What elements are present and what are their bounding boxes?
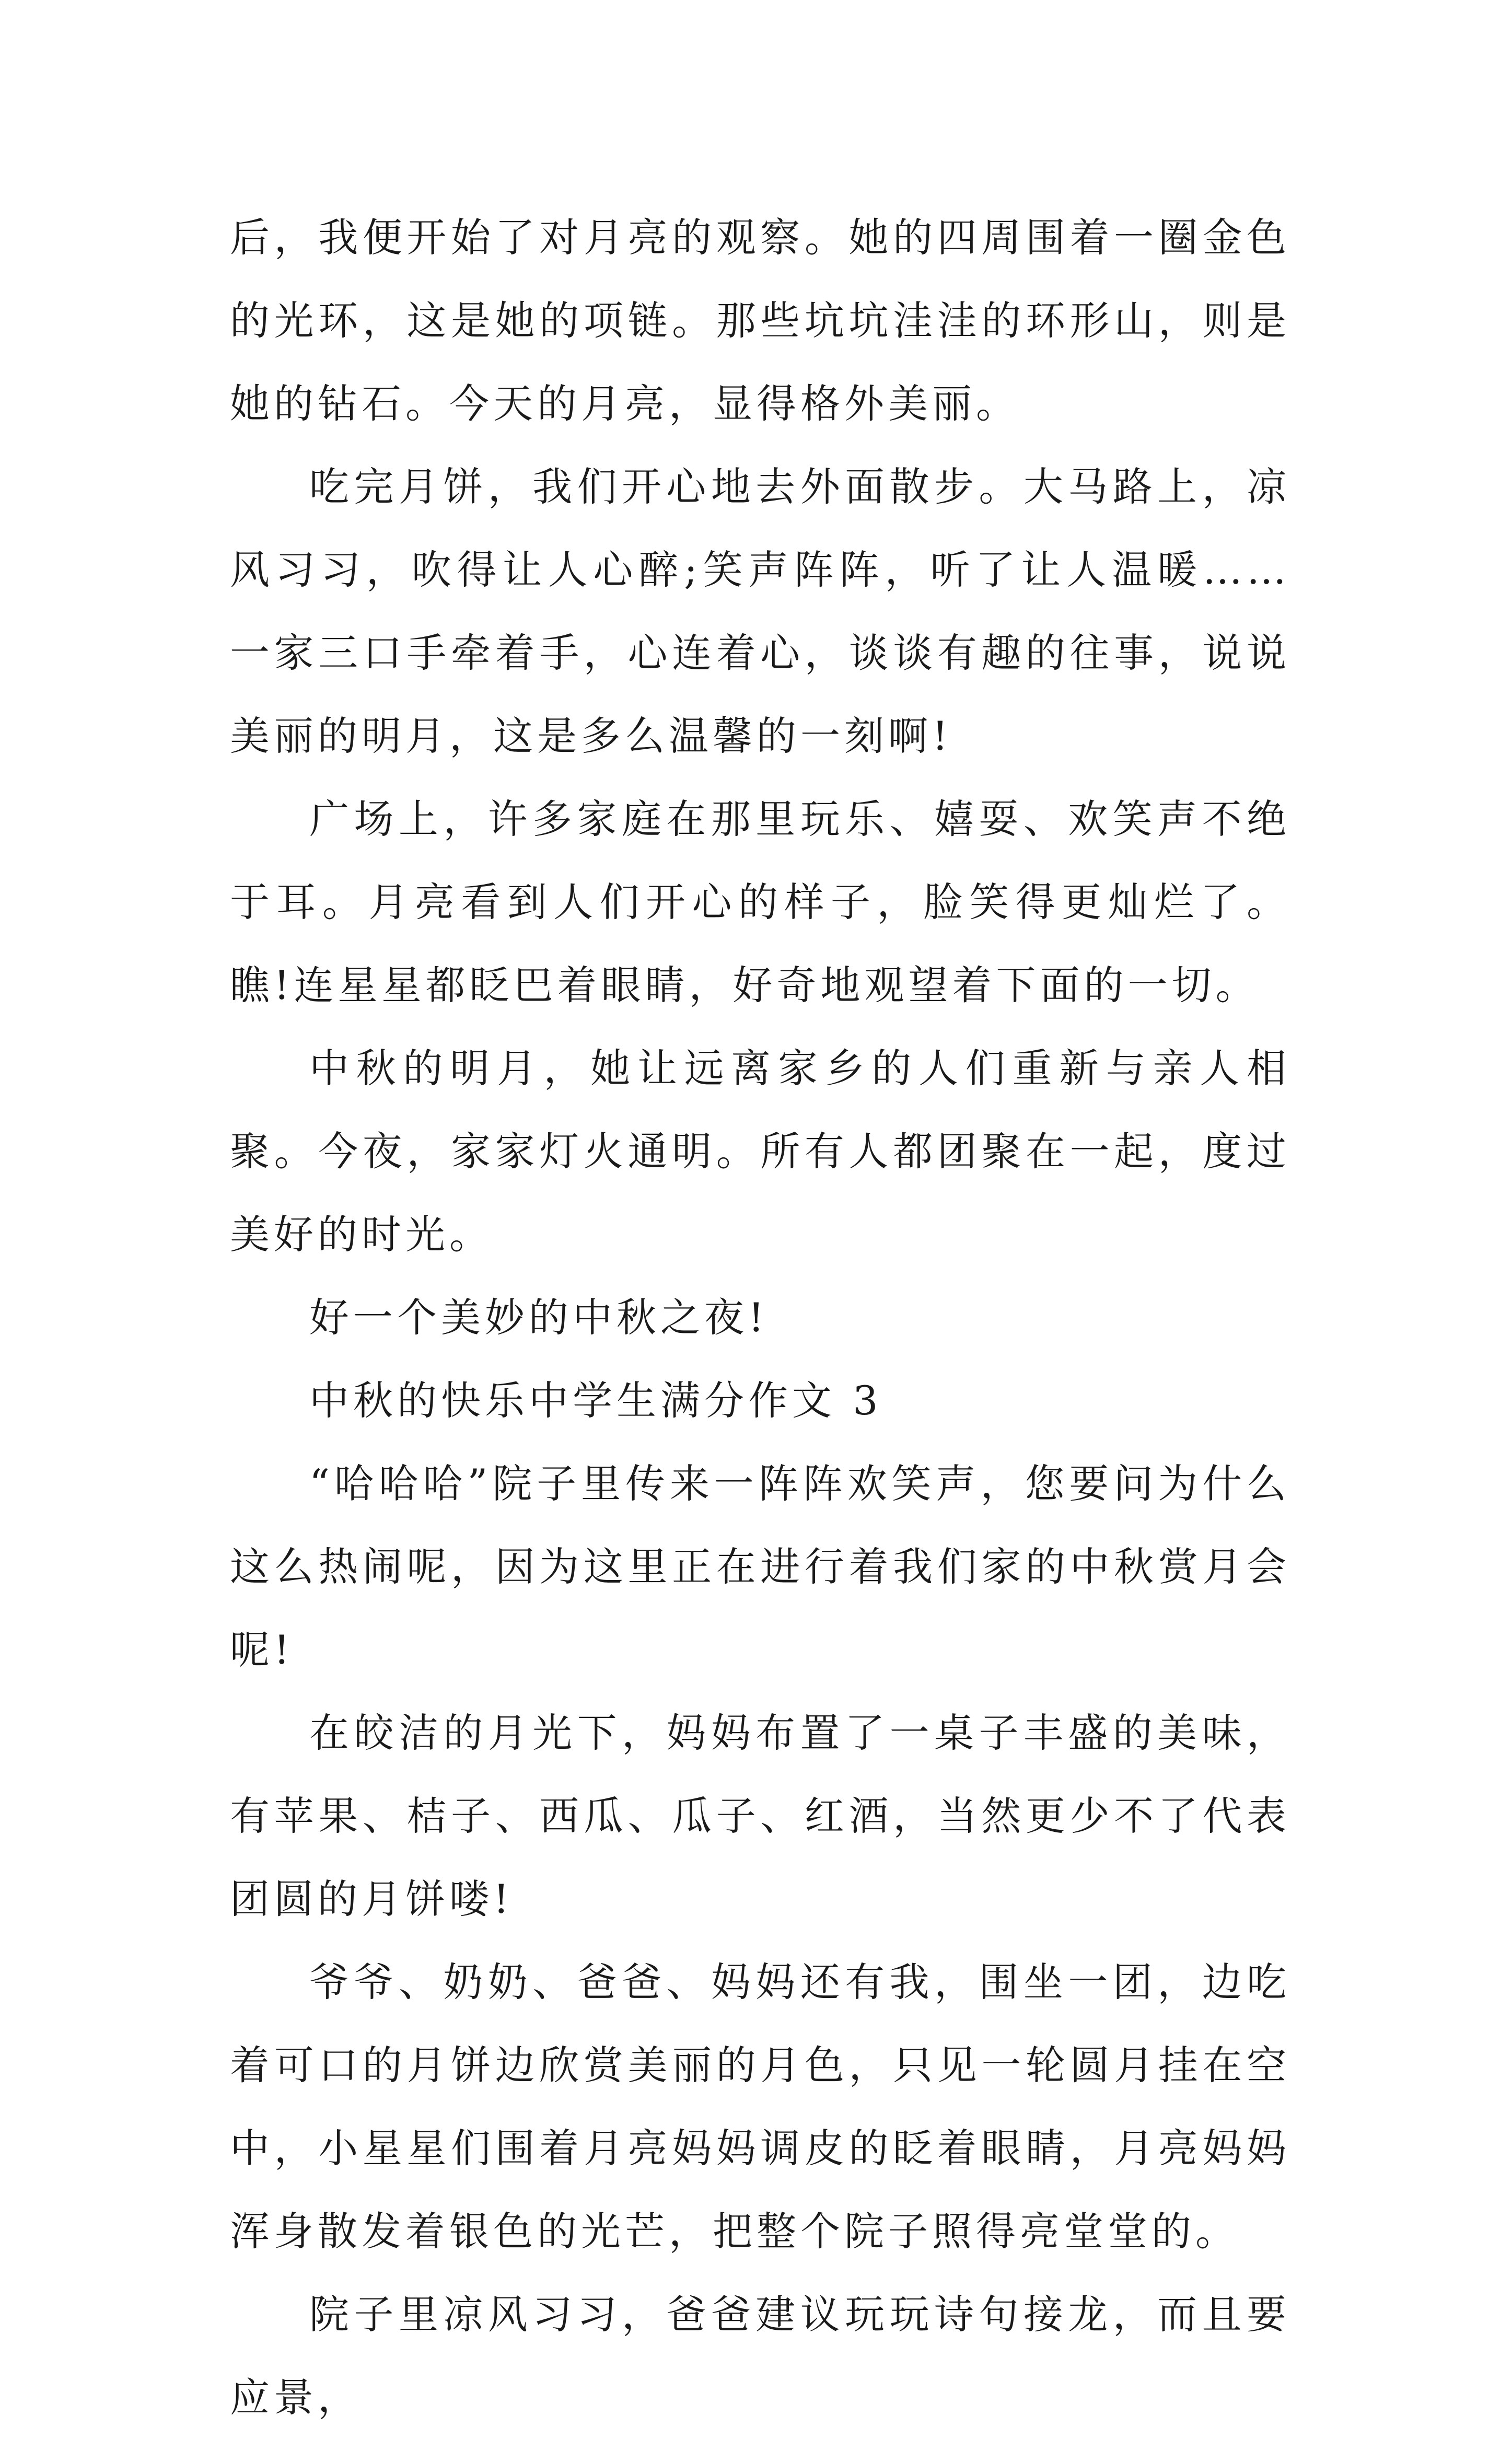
- section-heading: 中秋的快乐中学生满分作文 3: [309, 1377, 882, 1424]
- paragraph-9: 爷爷、奶奶、爸爸、妈妈还有我，围坐一团，边吃着可口的月饼边欣赏美丽的月色，只见一轮圆月挂在空中，小星星们围着月亮妈妈调皮的眨着眼睛，月亮妈妈浑身散发着银色的光芒，把整个院子照得亮堂堂的。: [230, 1959, 1290, 2255]
- paragraph-3: 广场上，许多家庭在那里玩乐、嬉耍、欢笑声不绝于耳。月亮看到人们开心的样子，脸笑得更灿烂了。瞧!连星星都眨巴着眼睛，好奇地观望着下面的一切。: [230, 796, 1290, 1008]
- paragraph-1: 后，我便开始了对月亮的观察。她的四周围着一圈金色的光环，这是她的项链。那些坑坑洼洼的环形山，则是她的钻石。今天的月亮，显得格外美丽。: [230, 214, 1290, 427]
- paragraph-8: 在皎洁的月光下，妈妈布置了一桌子丰盛的美味，有苹果、桔子、西瓜、瓜子、红酒，当然更少不了代表团圆的月饼喽!: [230, 1710, 1290, 1922]
- paragraph-4: 中秋的明月，她让远离家乡的人们重新与亲人相聚。今夜，家家灯火通明。所有人都团聚在一起，度过美好的时光。: [230, 1045, 1290, 1258]
- paragraph-7: “哈哈哈”院子里传来一阵阵欢笑声，您要问为什么这么热闹呢，因为这里正在进行着我们家的中秋赏月会呢!: [230, 1460, 1290, 1673]
- paragraph-2: 吃完月饼，我们开心地去外面散步。大马路上，凉风习习，吹得让人心醉;笑声阵阵，听了让人温暖……一家三口手牵着手，心连着心，谈谈有趣的往事，说说美丽的明月，这是多么温馨的一刻啊!: [230, 463, 1290, 759]
- paragraph-10: 院子里凉风习习，爸爸建议玩玩诗句接龙，而且要应景，: [230, 2291, 1290, 2421]
- paragraph-5: 好一个美妙的中秋之夜!: [309, 1294, 769, 1341]
- document-body: [230, 196, 1290, 2439]
